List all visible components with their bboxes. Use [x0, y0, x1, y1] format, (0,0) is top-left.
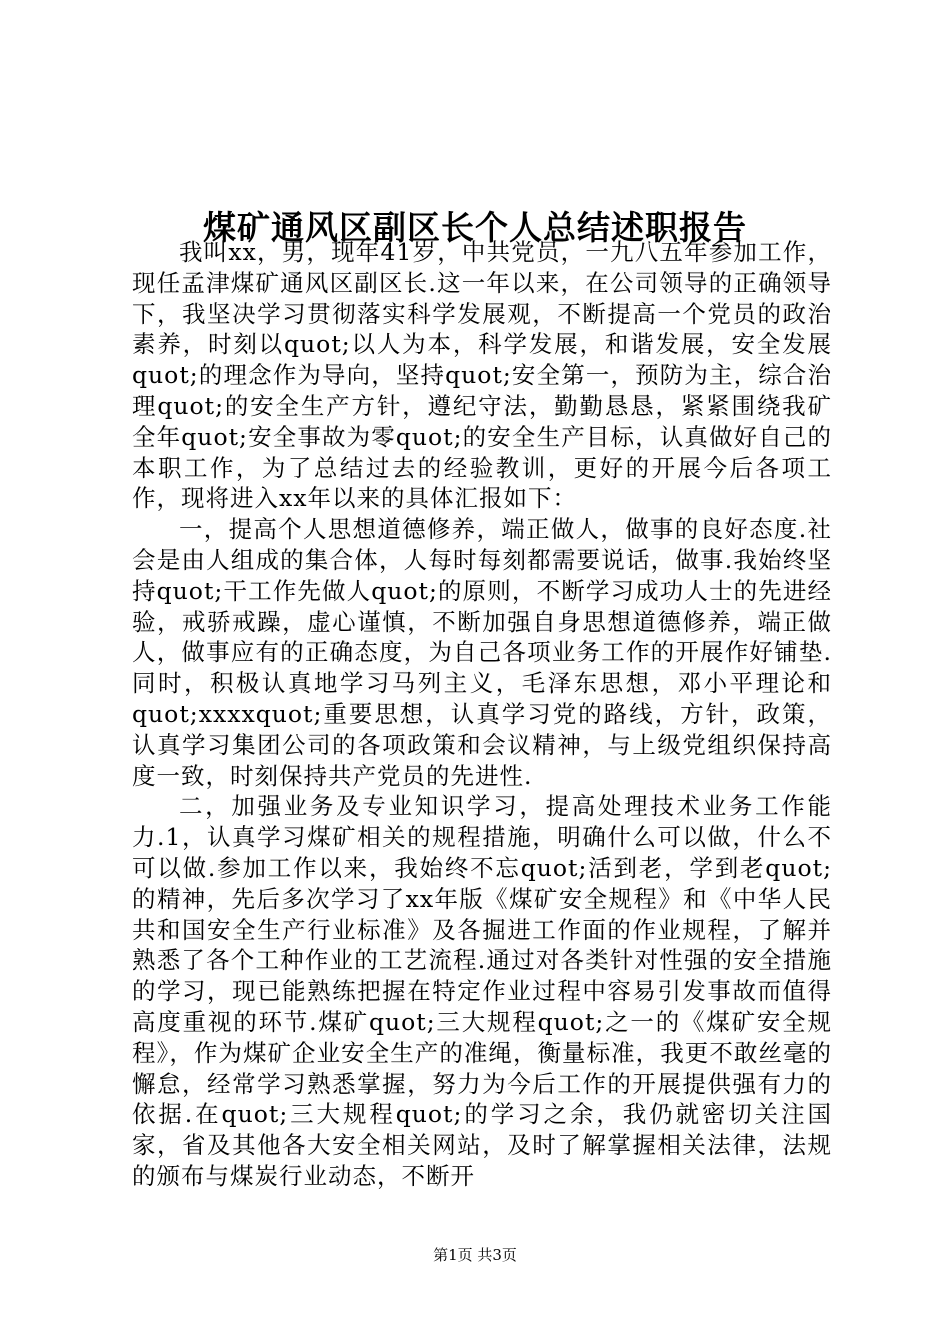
page-number-footer: 第1页 共3页 — [433, 1246, 517, 1264]
paragraph-intro: 我叫xx，男，现年41岁，中共党员，一九八五年参加工作，现任孟津煤矿通风区副区长.这一年以来，在公司领导的正确领导下，我坚决学习贯彻落实科学发展观，不断提高一个党员的政治素养，时刻以quot;以人为本，科学发展，和谐发展，安全发展quot;的理念作为导向，坚持quot;安全第一，预防为主，综合治理quot;的安全生产方针，遵纪守法，勤勤恳恳，紧紧围绕我矿全年quot;安全事故为零quot;的安全生产目标，认真做好自己的本职工作，为了总结过去的经验教训，更好的开展今后各项工作，现将进入xx年以来的具体汇报如下： — [132, 238, 832, 513]
paragraph-section-one: 一，提高个人思想道德修养，端正做人，做事的良好态度.社会是由人组成的集合体，人每时每刻都需要说话，做事.我始终坚持quot;干工作先做人quot;的原则，不断学习成功人士的先进经验，戒骄戒躁，虚心谨慎，不断加强自身思想道德修养，端正做人，做事应有的正确态度，为自己各项业务工作的开展作好铺垫.同时，积极认真地学习马列主义，毛泽东思想，邓小平理论和quot;xxxxquot;重要思想，认真学习党的路线，方针，政策，认真学习集团公司的各项政策和会议精神，与上级党组织保持高度一致，时刻保持共产党员的先进性. — [132, 515, 832, 790]
paragraph-section-two: 二，加强业务及专业知识学习，提高处理技术业务工作能力.1，认真学习煤矿相关的规程措施，明确什么可以做，什么不可以做.参加工作以来，我始终不忘quot;活到老，学到老quot;的精神，先后多次学习了xx年版《煤矿安全规程》和《中华人民共和国安全生产行业标准》及各掘进工作面的作业规程，了解并熟悉了各个工种作业的工艺流程.通过对各类针对性强的安全措施的学习，现已能熟练把握在特定作业过程中容易引发事故而值得高度重视的环节.煤矿quot;三大规程quot;之一的《煤矿安全规程》，作为煤矿企业安全生产的准绳，衡量标准，我更不敢丝毫的懈怠，经常学习熟悉掌握，努力为今后工作的开展提供强有力的依据.在quot;三大规程quot;的学习之余，我仍就密切关注国家，省及其他各大安全相关网站，及时了解掌握相关法律，法规的颁布与煤炭行业动态，不断开 — [132, 792, 832, 1190]
document-title: 煤矿通风区副区长个人总结述职报告 — [203, 208, 747, 248]
document-body — [132, 237, 832, 1192]
